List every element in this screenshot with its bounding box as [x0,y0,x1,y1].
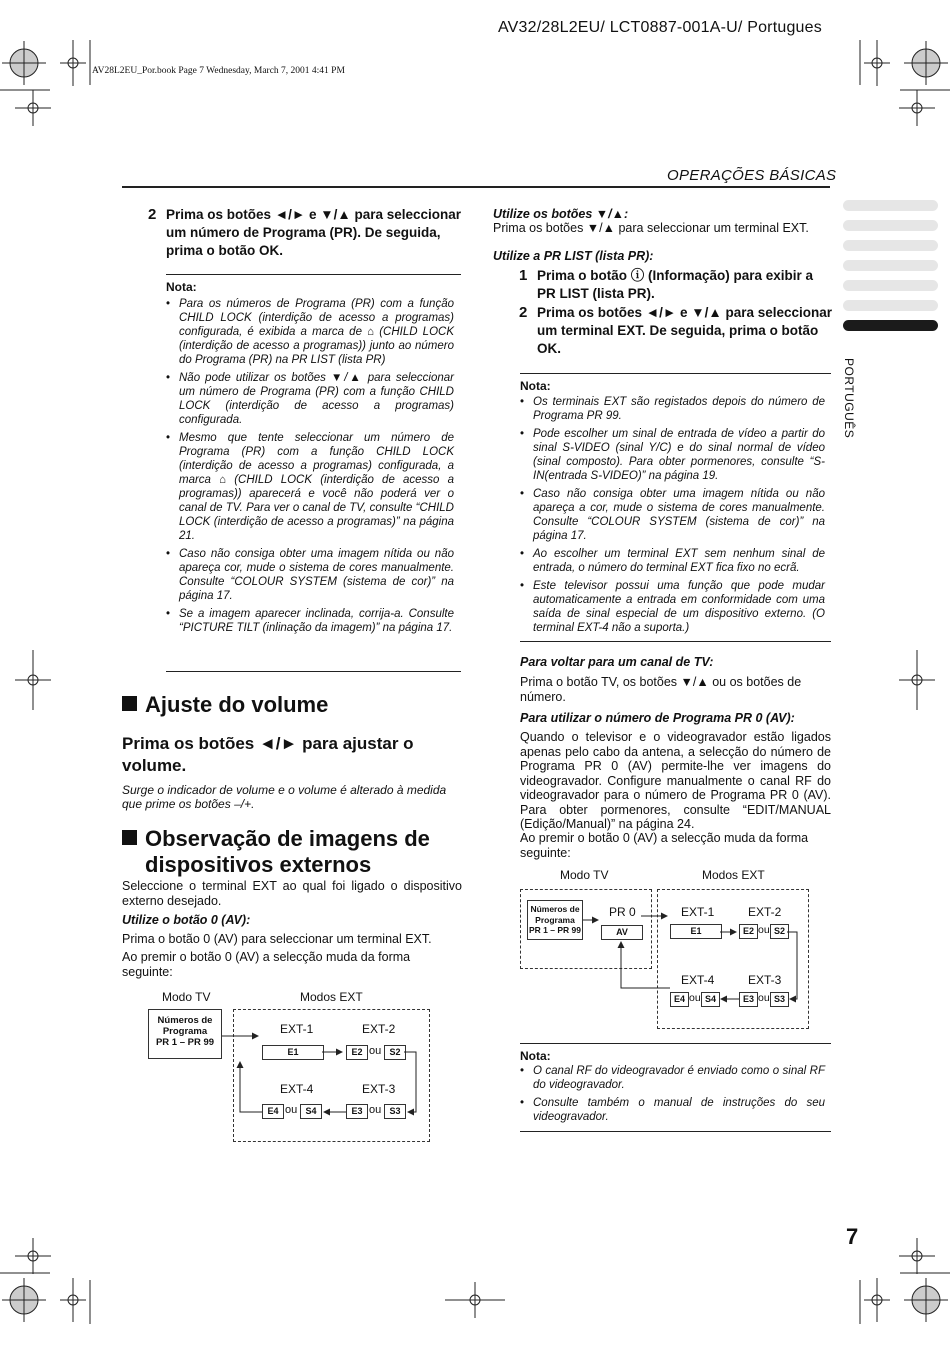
av-change-text: Ao premir o botão 0 (AV) a selecção muda da forma seguinte: [122,950,411,979]
note-item: • Ao escolher um terminal EXT sem nenhum sinal de entrada, o número do terminal EXT fica fixo no ecrã. [520,547,825,575]
diagram-mode-tv: Modo TV [560,868,609,882]
document-id: AV32/28L2EU/ LCT0887-001A-U/ Portugues [498,19,822,36]
ext3-label: EXT-3 [362,1082,396,1096]
pr0-title: Para utilizar o número de Programa PR 0 (AV): [520,711,795,725]
note-item: • Pode escolher um sinal de entrada de vídeo a partir do sinal S-VIDEO (sinal Y/C) e do sinal normal de vídeo (sinal composto). Para obter pormenores, consulte “S-IN(entrada S-VIDEO)” na página 19. [520,427,825,483]
ext3-label: EXT-3 [748,973,782,987]
e1-box: E1 [262,1045,324,1060]
use-prlist-title: Utilize a PR LIST (lista PR): [493,249,654,263]
box-line: Programa [162,1026,208,1037]
or-label: ou [369,1045,382,1057]
or-label: ou [689,992,701,1004]
note-item: • Este televisor possui uma função que pode mudar automaticamente a entrada em conformidade com uma saída de sinal especial de um dispositivo externo. (O terminal EXT-4 não a suporta.) [520,579,825,635]
step-text: Prima o botão ⓘ (Informação) para exibir a PR LIST (lista PR). [537,268,814,301]
note-item: • O canal RF do videogravador é enviado como o sinal RF do videogravador. [520,1064,825,1092]
heading-text: dispositivos externos [145,852,372,877]
right-notes-2 [520,1064,825,1128]
step-number: 2 [148,206,157,223]
volume-instruction: Prima os botões ◄/► para ajustar o volume. [122,734,414,775]
pr0-text: Quando o televisor e o videogravador estão ligados apenas pelo cabo da antena, a selecção do número de Programa PR 0 (AV) permite-lhe ver imagens do videogravador. Configure manualmente o canal RF do videogravador para o número de Programa PR 0 (AV). Para obter pormenores, consulte “EDIT/MANUAL (Edição/Manual)” na página 24. [520,730,831,831]
or-label: ou [758,992,770,1004]
e4-box: E4 [670,992,689,1007]
av-box: AV [601,925,643,940]
step-number: 2 [519,304,528,321]
note-title: Nota: [166,280,197,294]
ext2-label: EXT-2 [748,905,782,919]
note-title: Nota: [520,379,551,393]
divider [520,1043,831,1044]
use-av-title: Utilize o botão 0 (AV): [122,913,251,927]
ext2-label: EXT-2 [362,1022,396,1036]
use-arrows-title: Utilize os botões ▼/▲: [493,207,629,221]
language-label: PORTUGUÊS [842,358,856,439]
note-item: • Os terminais EXT são registados depois do número de Programa PR 99. [520,395,825,423]
step-number: 1 [519,267,528,284]
section-header: OPERAÇÕES BÁSICAS [667,167,837,184]
ext1-label: EXT-1 [280,1022,314,1036]
s3-box: S3 [384,1104,406,1119]
box-line: PR 1 – PR 99 [155,1037,215,1048]
ext4-label: EXT-4 [280,1082,314,1096]
external-intro: Seleccione o terminal EXT ao qual foi ligado o dispositivo externo desejado. [122,879,462,908]
use-av-text: Prima o botão 0 (AV) para seleccionar um terminal EXT. [122,932,432,946]
book-info: AV28L2EU_Por.book Page 7 Wednesday, March 7, 2001 4:41 PM [92,66,345,76]
e2-box: E2 [739,924,758,939]
box-line: PR 1 – PR 99 [529,925,581,935]
step-text: Prima os botões ◄/► e ▼/▲ para seleccionar um terminal EXT. De seguida, prima o botão OK. [537,305,833,356]
av-change-text: Ao premir o botão 0 (AV) a selecção muda da forma seguinte: [520,831,809,860]
e3-box: E3 [346,1104,368,1119]
divider [520,1131,831,1132]
or-label: ou [758,924,770,936]
note-item: • Caso não consiga obter uma imagem nítida ou não apareça cor, mude o sistema de cores manualmente. Consulte “COLOUR SYSTEM (sistema de cor)” na página 17. [166,547,454,603]
or-label: ou [369,1104,382,1116]
box-line: Programa [535,914,575,925]
volume-note: Surge o indicador de volume e o volume é alterado à medida que prime os botões –/+. [122,783,447,811]
ext4-label: EXT-4 [681,973,715,987]
heading-text: Observação de imagens de [145,826,430,851]
s2-box: S2 [770,924,789,939]
note-item: • Para os números de Programa (PR) com a função CHILD LOCK (interdição de acesso a programas) configurada, é exibida a marca de ⌂ (CHILD LOCK (interdição de acesso a programas)) junto ao número do Programa (PR) na PR LIST (lista PR) [166,297,454,367]
note-title: Nota: [520,1049,551,1063]
note-item: • Se a imagem aparecer inclinada, corrija-a. Consulte “PICTURE TILT (inlinação da imagem)” na página 17. [166,607,454,635]
e1-box: E1 [670,924,722,939]
heading-text: Ajuste do volume [145,692,329,717]
box-line: Números de [530,904,580,914]
diagram-mode-tv: Modo TV [162,990,211,1004]
step-text: Prima os botões ◄/► e ▼/▲ para seleccionar um número de Programa (PR). De seguida, prima o botão OK. [166,207,462,258]
back-tv-title: Para voltar para um canal de TV: [520,655,714,669]
s3-box: S3 [770,992,789,1007]
ext1-label: EXT-1 [681,905,715,919]
note-item: • Não pode utilizar os botões ▼/▲ para seleccionar um número de Programa (PR) com a função CHILD LOCK (interdição de acesso a programas) configurada. [166,371,454,427]
e3-box: E3 [739,992,758,1007]
box-line: Números de [157,1015,213,1026]
back-tv-text: Prima o botão TV, os botões ▼/▲ ou os botões de número. [520,675,802,704]
e4-box: E4 [262,1104,284,1119]
diagram-modes-ext: Modos EXT [702,868,765,882]
note-item: • Caso não consiga obter uma imagem nítida ou não apareça a cor, mude o sistema de cores manualmente. Consulte “COLOUR SYSTEM (sistema de cor)” na página 17. [520,487,825,543]
pr0-label: PR 0 [609,905,636,919]
e2-box: E2 [346,1045,368,1060]
page-number: 7 [846,1224,859,1249]
diagram-modes-ext: Modos EXT [300,990,363,1004]
use-arrows-text: Prima os botões ▼/▲ para seleccionar um terminal EXT. [493,221,809,235]
or-label: ou [285,1104,298,1116]
note-item: • Mesmo que tente seleccionar um número de Programa (PR) com a função CHILD LOCK (interdição de acesso a programas) configurada, a marca ⌂ (CHILD LOCK (interdição de acesso a programas)) aparecerá e você não poderá ver o canal de TV. Para ver o canal de TV, consulte “CHILD LOCK (interdição de acesso a programas)” na página 21. [166,431,454,543]
s2-box: S2 [384,1045,406,1060]
s4-box: S4 [300,1104,322,1119]
s4-box: S4 [701,992,720,1007]
note-item: • Consulte também o manual de instruções do seu videogravador. [520,1096,825,1124]
